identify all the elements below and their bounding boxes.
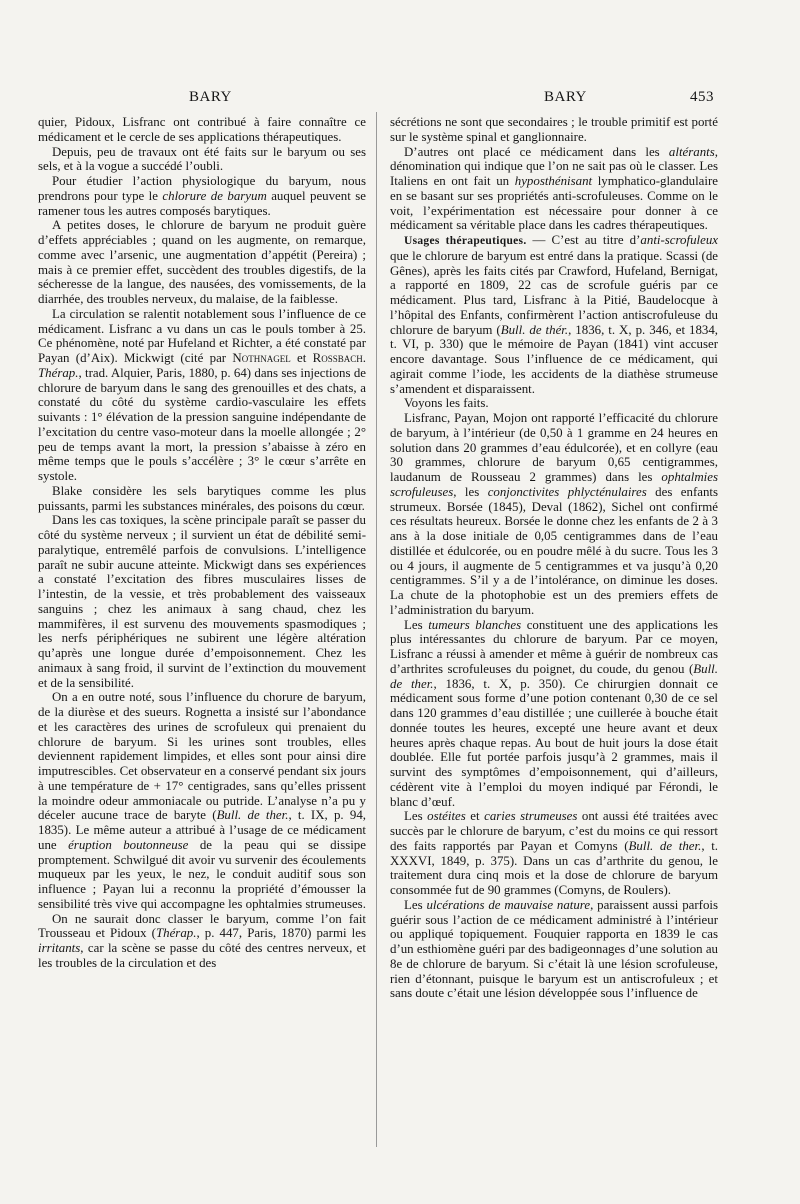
paragraph: Dans les cas toxiques, la scène principale paraît se passer du côté du système nerveux ; il survient un état de débilité semi-paralytique, entremêlé parfois de convulsions. L’intelligence paraît ne subir aucune atteinte. Mickwigt dans ses expériences a constaté l’excitation des fibres musculaires lisses de l’intestin, de la vessie, et très probablement des vaisseaux sanguins ; chez les animaux à sang chaud, chez les mammifères, il est survenu des mouvements spasmodiques ; les nerfs périphériques ne subirent une légère altération qu’après une longue durée d’empoisonnement. Chez les animaux à sang froid, il survint de l’extinction du mouvement et de la sensibilité.: [38, 513, 366, 690]
paragraph: Les ulcérations de mauvaise nature, paraissent aussi parfois guérir sous l’action de ce médicament administré à l’intérieur ou appliqué topiquement. Fouquier rapporta en 1839 le cas d’un esthiomène guéri par des badigeonnages d’une solution au 8e de chlorure de baryum. Si c’était là une lésion scrofuleuse, rien d’étonnant, puisque le baryum est un antiscrofuleux ; et sans doute c’était une lésion développée sous l’influence de: [390, 897, 718, 1001]
paragraph: D’autres ont placé ce médicament dans les altérants, dénomination qui indique que l’on ne sait pas où le classer. Les Italiens en ont fait un hyposthénisant lymphatico-glandulaire en se basant sur ses propriétés anti-scrofuleuses. Comme on le voit, l’expérimentation est nécessaire pour donner à ce médicament sa véritable place dans les cadres thérapeutiques.: [390, 144, 719, 233]
paragraph: La circulation se ralentit notablement sous l’influence de ce médicament. Lisfranc a vu dans un cas le pouls tomber à 25. Ce phénomène, noté par Hufeland et Richter, a été constaté par Payan (d’Aix). Mickwigt (cité par Nothnagel et Rossbach. Thérap., trad. Alquier, Paris, 1880, p. 64) dans ses injections de chlorure de baryum dans le sang des grenouilles et des chats, a constaté du côté du système cardio-vasculaire les effets suivants : 1° élévation de la pression sanguine indépendante de l’excitation du centre vaso-moteur dans la moelle allongée ; 2° peu de temps avant la mort, la pression s’abaisse à zéro en même temps que le pouls s’accélère ; 3° le cœur s’arrête en systole.: [38, 306, 367, 483]
left-running-head: BARY: [189, 89, 232, 105]
paragraph: A petites doses, le chlorure de baryum ne produit guère d’effets appréciables ; quand on les augmente, on remarque, comme avec l’arsenic, une augmentation d’appétit (Pereira) ; mais à ce premier effet, succèdent des troubles digestifs, de la sécheresse de la langue, des nausées, des vomissements, de la diarrhée, des troubles nerveux, du malaise, de la faiblesse.: [38, 218, 366, 306]
paragraph: quier, Pidoux, Lisfranc ont contribué à faire connaître ce médicament et le cercle de ses applications thérapeutiques.: [38, 115, 366, 144]
paragraph: Pour étudier l’action physiologique du baryum, nous prendrons pour type le chlorure de baryum auquel peuvent se ramener tous les autres composés barytiques.: [38, 174, 366, 218]
right-running-head: BARY: [544, 89, 587, 105]
paragraph: Depuis, peu de travaux ont été faits sur le baryum ou ses sels, et à la vogue a succédé l’oubli.: [38, 144, 366, 174]
paragraph: Lisfranc, Payan, Mojon ont rapporté l’efficacité du chlorure de baryum, à l’intérieur (de 0,50 à 1 gramme en 24 heures en solution dans 20 grammes d’eau édulcorée), et en collyre (eau 30 grammes, chlorure de baryum 0,65 centigrammes, laudanum de Rousseau 2 grammes) dans les ophtalmies scrofuleuses, les conjonctivites phlycténulaires des enfants strumeux. Borsée (1845), Deval (1862), Sichel ont confirmé ces résultats heureux. Borsée le donne chez les enfants de 2 à 3 ans à la dose initiale de 0,05 centigrammes dans de l’eau distillée et édulcorée, ou en poudre mêlé à du sucre. Tous les 3 ou 4 jours, il augmente de 5 centigrammes et va jusqu’à 0,20 centigrammes. S’il y a de l’intolérance, on diminue les doses. La chute de la photophobie est un des premiers effets de l’administration du baryum.: [390, 411, 718, 617]
paragraph: On ne saurait donc classer le baryum, comme l’on fait Trousseau et Pidoux (Thérap., p. 447, Paris, 1870) parmi les irritants, car la scène se passe du côté des centres nerveux, et les troubles de la circulation et des: [38, 911, 366, 970]
paragraph: sécrétions ne sont que secondaires ; le trouble primitif est porté sur le système spinal et ganglionnaire.: [390, 115, 718, 144]
left-column: [38, 115, 366, 971]
paragraph: Voyons les faits.: [404, 396, 489, 411]
column-divider: [376, 112, 377, 1147]
paragraph: Les tumeurs blanches constituent une des applications les plus intéressantes du chlorure de baryum. Par ce moyen, Lisfranc a réussi à amender et même à guérir de nombreux cas d’arthrites scrofuleuses du poignet, du coude, du genou (Bull. de ther., 1836, t. X, p. 350). Ce chirurgien donnait ce médicament sous forme d’une potion contenant 0,30 de ce sel dans 120 grammes d’eau distillée ; une cuillerée à bouche était donnée toutes les heures, excepté une heure avant et deux heures après chaque repas. Au bout de huit jours la dose était doublée. Elle fut portée parfois jusqu’à 2 grammes, mais il survint des symptômes d’empoisonnement, qui d’ailleurs, cédèrent vite à l’emploi du moyen indiqué par Férondi, le blanc d’œuf.: [390, 617, 718, 809]
paragraph: Usages thérapeutiques. — C’est au titre d’anti-scrofuleux que le chlorure de baryum est entré dans la pratique. Scassi (de Gênes), après les faits cités par Crawford, Hufeland, Bernigat, a rapporté en 1809, 22 cas de scrofule guéris par ce médicament. Plus tard, Lisfranc à la Pitié, Baudelocque à l’hôpital des Enfants, confirmèrent l’action antiscrofuleuse du chlorure de baryum (Bull. de thér., 1836, t. X, p. 346, et 1834, t. VI, p. 330) que le mémoire de Payan (1841) vint accuser encore davantage. Sous l’influence de ce médicament, qui agirait comme l’iode, les accidents de la diathèse strumeuse s’amendent et disparaissent.: [390, 233, 719, 396]
paragraph: Les ostéites et caries strumeuses ont aussi été traitées avec succès par le chlorure de baryum, c’est du moins ce qui ressort des faits rapportés par Payan et Comyns (Bull. de ther., t. XXXVI, 1849, p. 375). Dans un cas d’arthrite du genou, le traitement dura cinq mois et la dose de chlorure de baryum consommée fut de 90 grammes (Comyns, de Roulers).: [390, 809, 719, 897]
page-number: 453: [690, 89, 714, 105]
paragraph: Blake considère les sels barytiques comme les plus puissants, parmi les substances minérales, des poisons du cœur.: [38, 483, 366, 513]
paragraph: On a en outre noté, sous l’influence du chorure de baryum, de la diurèse et des sueurs. Rognetta a insisté sur l’abondance et les caractères des urines de scrofuleux qui prenaient du chlorure de baryum. Si les urines sont troubles, elles deviennent rapidement limpides, et elles sont pour ainsi dire imputrescibles. Cet observateur en a conservé pendant six jours à une température de + 17° centigrades, sans qu’elles prissent la moindre odeur ammoniacale ou putride. L’analyse n’a pu y déceler aucune trace de baryte (Bull. de ther., t. IX, p. 94, 1835). Le même auteur a attribué à l’usage de ce médicament une éruption boutonneuse de la peau qui se dissipe promptement. Schwilgué dit avoir vu survenir des écoulements muqueux par les yeux, le nez, le conduit auditif sous son influence ; Payan lui a reconnu la propriété d’émousser la sensibilité très vive qui accompagne les ophtalmies strumeuses.: [38, 690, 366, 911]
right-column: [390, 115, 718, 1001]
